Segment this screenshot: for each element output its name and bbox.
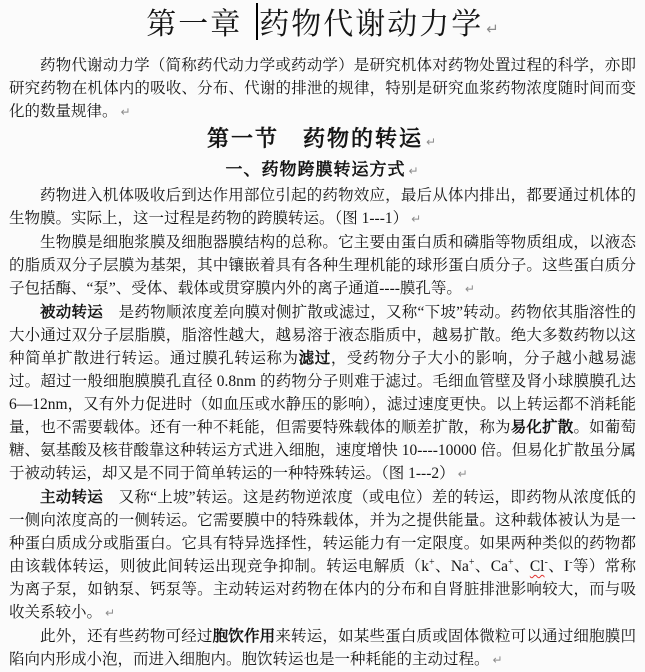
bold-term: 主动转运	[40, 489, 103, 506]
paragraph-mark: ↵	[492, 653, 503, 667]
text-run: 第一节 药物的转运	[206, 126, 423, 151]
misspelled-word: Cl	[529, 558, 545, 575]
intro-paragraph[interactable]	[9, 54, 636, 124]
text-run: 、	[513, 558, 530, 575]
bold-term: 胞饮作用	[212, 628, 276, 645]
biomembrane-paragraph[interactable]	[9, 231, 636, 301]
text-run: 生物膜是细胞浆膜及细胞器膜结构的总称。它主要由蛋白质和磷脂等物质组成，以液态的脂质双分子层膜为基架，其中镶嵌着具有各种生理机能的球形蛋白质分子。这些蛋白质分子包括酶、“泵”、受体、载体或贯穿膜内外的离子通道----膜孔等。	[9, 234, 636, 297]
paragraph-mark: ↵	[425, 135, 439, 149]
bold-term: 被动转运	[40, 304, 103, 321]
text-run: 是药物顺浓度差向膜对侧扩散或滤过，又称“下坡”转动。药物依其脂溶性的大小通过双分子层脂膜，脂溶性越大，越易溶于液态脂质中，越易扩散。绝大多数药物以这种简单扩散进行转运。通过膜孔转运称为	[9, 304, 636, 367]
chapter-title-part1: 第一章	[146, 8, 243, 41]
paragraph-mark: ↵	[486, 20, 499, 38]
text-run: 来转运，如某些蛋白质或固体微粒可以通过细胞膜凹陷向内形成小泡，而进入细胞内。胞饮转运也是一种耗能的主动过程。	[9, 628, 636, 668]
paragraph-mark: ↵	[120, 105, 131, 119]
paragraph-mark: ↵	[464, 282, 475, 296]
ion-charge-superscript: +	[468, 556, 475, 568]
ion-charge-superscript: +	[428, 556, 435, 568]
paragraph-mark: ↵	[411, 212, 422, 226]
paragraph-mark: ↵	[408, 164, 420, 178]
passive-transport-paragraph[interactable]	[9, 301, 636, 486]
paragraph-mark: ↵	[105, 606, 116, 620]
text-run: 、Ca	[474, 558, 508, 575]
text-run: 、Na	[434, 558, 469, 575]
ion-charge-superscript: -	[544, 556, 548, 568]
pinocytosis-paragraph[interactable]	[9, 625, 636, 672]
text-cursor	[256, 3, 258, 40]
text-run: 此外，还有些药物可经过	[40, 628, 213, 645]
text-run: 药物代谢动力学（简称药代动力学或药动学）是研究机体对药物处置过程的科学，亦即研究药物在机体内的吸收、分布、代谢的排泄的规律，特别是研究血浆药物浓度随时间而变化的数量规律。	[9, 57, 636, 120]
text-run: 。如葡萄糖、氨基酸及核苷酸靠这种转运方式进入细胞，速度增快 10----10000 倍。但易化扩散虽分属于被动转运，却又是不同于简单转运的一种特殊转运。（图 1---2）	[9, 419, 636, 482]
subsection-heading[interactable]	[9, 157, 636, 184]
text-run: 等）常称为离子泵，如钠泵、钙泵等。主动转运对药物在体内的分布和自肾脏排泄影响较大，而与吸收关系较小。	[9, 558, 636, 621]
text-run: ，受药物分子大小的影响，分子越小越易滤过。超过一般细胞膜膜孔直径 0.8nm 的药物分子则难于滤过。毛细血管壁及肾小球膜膜孔达 6—12nm，又有外力促进时（如血压或水静压的影响），滤过速度更快。以上转运都不消耗能量，也不需要载体。还有一种不耗能，但需要特殊载体的顺差扩散，称为	[9, 350, 636, 436]
paragraph-mark: ↵	[457, 467, 468, 481]
bold-term: 易化扩散	[510, 419, 574, 436]
text-run: 药物进入机体吸收后到达作用部位引起的药物效应，最后从体内排出，都要通过机体的生物膜。实际上，这一过程是药物的跨膜转运。（图 1---1）	[9, 187, 636, 227]
ion-charge-superscript: -	[569, 556, 573, 568]
text-run: 、I	[547, 558, 570, 575]
ion-charge-superscript: +	[507, 556, 514, 568]
section-heading[interactable]	[9, 124, 636, 157]
text-run: 又称“上坡”转运。这是药物逆浓度（或电位）差的转运，即药物从浓度低的一侧向浓度高的一侧转运。它需要膜中的特殊载体，并为之提供能量。这种载体被认为是一种蛋白质成分或脂蛋白。它具有特异选择性，转运能力有一定限度。如果两种类似的药物都由该载体转运，则彼此间转运出现竞争抑制。转运电解质（k	[9, 489, 636, 575]
transmembrane-intro-paragraph[interactable]	[9, 184, 636, 231]
chapter-title-part2: 药物代谢动力学	[259, 8, 484, 41]
bold-term: 滤过	[298, 350, 331, 367]
text-run: 一、药物跨膜转运方式	[225, 160, 406, 179]
document-content	[9, 54, 636, 672]
chapter-title[interactable]	[9, 3, 636, 51]
active-transport-paragraph[interactable]	[9, 486, 636, 625]
